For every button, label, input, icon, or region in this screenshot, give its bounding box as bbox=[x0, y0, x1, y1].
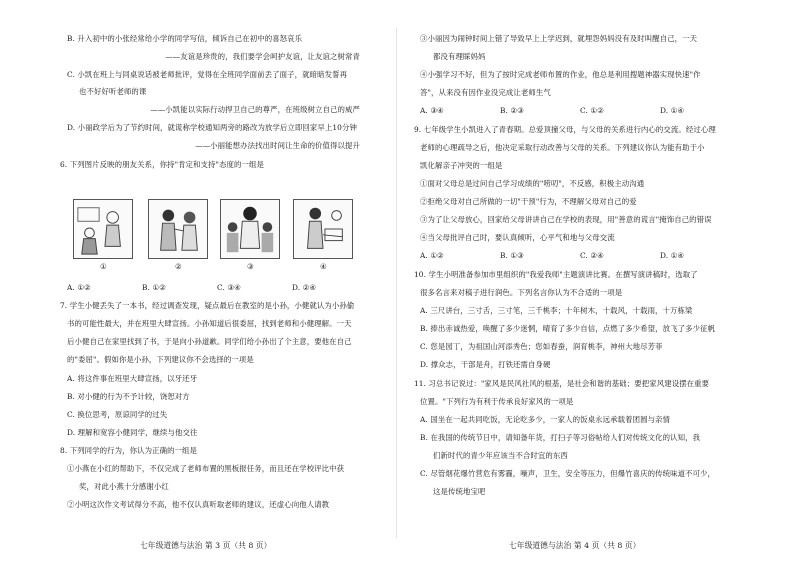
q10-option-d: D. 撑众志，干部是舟，打铁还需自身硬 bbox=[420, 360, 551, 369]
q9-stem-2: 老师的心理疏导之后，他决定采取行动改善与父母的关系。下列建议你认为能有助于小 bbox=[420, 143, 705, 152]
q9-stem-1: 9. 七年级学生小凯进入了青春期。总爱顶撞父母，与父母的关系进行内心的交流。经过心理 bbox=[414, 125, 716, 134]
q9-option-b: B. ①③ bbox=[500, 251, 524, 260]
q11-option-b: B. 在我国的传统节日中，请知备年货，打扫子等习俗帖给人们对传统文化的认知，我 bbox=[420, 433, 701, 442]
q7-stem-4: 的"委屈"。假如你是小孙，下列建议你不会选择的一项是 bbox=[67, 355, 254, 364]
q10-option-a: A. 三尺讲台，三寸舌，三寸笔，三千桃李；十年树木，十载风，十载雨，十万栋梁 bbox=[420, 306, 693, 315]
q7-stem-3: 后小健自己在家里找到了书，于是向小孙道歉。同学们给小孙出了个主意，要他在自己 bbox=[67, 337, 352, 346]
q11-stem-1: 11. 习总书记说过："家风是民风社风的根基，是社会和谐的基础；要把家风建设摆在重要 bbox=[414, 379, 710, 388]
q5-option-b: B. 升入初中的小张经常给小学的同学写信，倾诉自己在初中的喜怒哀乐 bbox=[67, 34, 303, 43]
q9-option-d: D. ①④ bbox=[660, 251, 685, 260]
q6-options bbox=[67, 283, 367, 293]
q8-stem: 8. 下列同学的行为，你认为正确的一组是 bbox=[60, 446, 198, 455]
q9-item-2: ②拒绝父母对自己所做的一切"干预"行为，不理解父母对自己的爱 bbox=[420, 197, 637, 206]
q6-picture-1 bbox=[73, 199, 133, 259]
q7-stem-2: 书的可能性最大，并在班里大肆宣扬。小孙知道后很委屈，找到老师和小健理解。一天 bbox=[67, 319, 352, 328]
q9-item-1: ①面对父母总是过问自己学习成绩的"唠叨"，不反感，积极主动沟通 bbox=[420, 179, 645, 188]
q6-picture-2 bbox=[148, 199, 208, 259]
q11-option-c-cont: 这是传统地宝吧 bbox=[433, 487, 486, 496]
q9-stem-3: 凯化解亲子冲突的一组是 bbox=[420, 161, 503, 170]
q9-item-4: ④当父母批评自己时，要认真倾听，心平气和地与父母交流 bbox=[420, 233, 615, 242]
page-3-footer: 七年级道德与法治 第 3 页（共 8 页） bbox=[140, 541, 272, 550]
q6-picture-1-label: ① bbox=[100, 262, 107, 271]
q5-option-c: C. 小凯在班上与同桌说话被老师批评，觉得在全班同学面前丢了面子，就暗暗发誓再 bbox=[67, 70, 348, 79]
q8-option-b: B. ②③ bbox=[500, 106, 524, 115]
q11-option-a: A. 国坐在一起共同吃饭，无论吃多少，一家人的饭桌永远承载着团圆与亲情 bbox=[420, 415, 671, 424]
q9-item-3: ③为了让父母放心，回家给父母讲讲自己在学校的表现，用"善意的谎言"掩饰自己的错误 bbox=[420, 215, 712, 224]
q6-picture-3-label: ③ bbox=[247, 262, 254, 271]
q6-stem: 6. 下列图片反映的朋友关系，你持"肯定和支持"态度的一组是 bbox=[60, 160, 264, 169]
q6-option-b: B. ①② bbox=[142, 283, 166, 292]
q9-option-a: A. ①② bbox=[420, 251, 444, 260]
q8-item-3: ③小丽因为闹钟时间上错了导致早上上学迟到，就埋怨妈妈没有及时叫醒自己，一天 bbox=[420, 34, 698, 43]
q8-item-1: ①小燕在小红的帮助下，不仅完成了老师布置的黑板报任务，而且还在学校评比中获 bbox=[67, 464, 345, 473]
q11-option-b-cont: 们新时代的青少年应该当不合时宜的东西 bbox=[433, 451, 568, 460]
q6-picture-4 bbox=[293, 199, 353, 259]
q5-option-d: D. 小丽政学后为了节约时间，就谎称学校通知两旁的路改为放学后立即回家早上10分钟 bbox=[67, 123, 357, 132]
q8-item-2: ②小明这次作文考试得分不高，他不仅认真听取老师的建议，还虚心向他人请教 bbox=[67, 500, 330, 509]
q6-picture-3 bbox=[220, 199, 280, 259]
q10-stem-2: 很多名言来对稿子进行润色。下列名言你认为不合适的一项是 bbox=[420, 288, 623, 297]
q6-option-c: C. ③④ bbox=[217, 283, 241, 292]
q7-option-b: B. 对小健的行为不予计较，饶恕对方 bbox=[67, 392, 190, 401]
q8-item-4: ④小强学习不好，但为了按时完成老师布置的作业，他总是利用搜题神器实现快速"作 bbox=[420, 70, 701, 79]
q10-option-c: C. 您是园丁，为祖国山河添秀色；您如春蚕，润育桃李，神州大地尽芳菲 bbox=[420, 342, 663, 351]
q10-option-b: B. 捧出赤诚热爱，唤醒了多少迷惘，晴育了多少自信，点燃了多少希望，放飞了多少征帆 bbox=[420, 324, 716, 333]
q11-stem-2: 位置。"下列行为有利于传承良好家风的一项是 bbox=[420, 397, 574, 406]
q8-options bbox=[420, 106, 740, 116]
q8-item-1-cont: 奖，对此小燕十分感谢小红 bbox=[79, 482, 169, 491]
q7-option-c: C. 换位思考，原谅同学的过失 bbox=[67, 410, 168, 419]
q7-option-d: D. 理解和宽容小健同学，继续与他交往 bbox=[67, 428, 198, 437]
q7-option-a: A. 将这件事在班里大肆宣扬，以牙还牙 bbox=[67, 374, 198, 383]
q5-option-d-comment: ——小丽能想办法找出时间让生命的价值得以提升 bbox=[195, 141, 360, 150]
q8-option-c: C. ①② bbox=[580, 106, 604, 115]
q8-item-3-cont: 都没有理睬妈妈 bbox=[433, 52, 486, 61]
q7-stem-1: 7. 学生小健丢失了一本书，经过调查发现，疑点最后在教室的是小孙，小健就认为小孙偷 bbox=[60, 301, 355, 310]
q6-option-d: D. ②④ bbox=[292, 283, 317, 292]
q9-options bbox=[420, 251, 740, 261]
q11-option-c: C. 尽管烟花爆竹营危有雾霾，噪声，卫生，安全等压力，但爆竹喜庆的传统味道不可少， bbox=[420, 469, 716, 478]
q9-option-c: C. ②④ bbox=[580, 251, 604, 260]
q6-picture-2-label: ② bbox=[175, 262, 182, 271]
q8-item-4-cont: 答"，从来没有因作业没完成让老师生气 bbox=[420, 88, 551, 97]
page-4-footer: 七年级道德与法治 第 4 页（共 8 页） bbox=[509, 541, 641, 550]
q5-option-c-cont: 也不好好听老师的课 bbox=[79, 87, 147, 96]
q6-picture-4-label: ④ bbox=[320, 262, 327, 271]
q5-option-b-comment: ——友谊是珍贵的，我们要学会呵护友谊，让友谊之树常青 bbox=[165, 52, 360, 61]
page-divider bbox=[396, 28, 397, 538]
q6-option-a: A. ①② bbox=[67, 283, 91, 292]
q8-option-d: D. ①④ bbox=[660, 106, 685, 115]
q8-option-a: A. ③④ bbox=[420, 106, 444, 115]
q5-option-c-comment: ——小凯能以实际行动捍卫自己的尊严，在班级树立自己的威严 bbox=[150, 105, 360, 114]
q10-stem-1: 10. 学生小明准备参加市里组织的"我爱我师"主题演讲比赛。在撰写演讲稿时，选取了 bbox=[414, 270, 698, 279]
